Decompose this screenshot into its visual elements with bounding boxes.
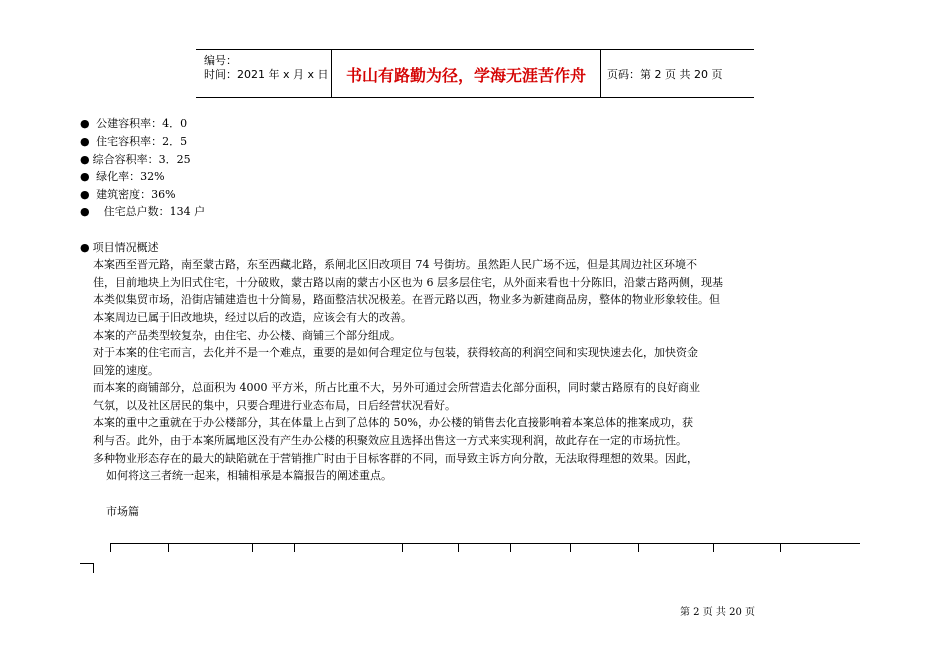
indicator-item: ● 住宅总户数：134 户 [80, 205, 206, 218]
overview-line: 如何将这三者统一起来，相辅相承是本篇报告的阐述重点。 [106, 469, 392, 482]
overview-line: 本类似集贸市场，沿街店铺建造也十分简易，路面整洁状况极差。在晋元路以西，物业多为新建商品房，整体的物业形象较佳。但 [93, 293, 720, 306]
overview-line: 气氛，以及社区居民的集中，只要合理进行业态布局，日后经营状况看好。 [93, 399, 456, 412]
column-tick [780, 544, 781, 552]
indicator-item: ● 住宅容积率：2．5 [80, 135, 188, 148]
column-tick [638, 544, 639, 552]
column-tick [402, 544, 403, 552]
column-tick [458, 544, 459, 552]
header-motto: 书山有路勤为径，学海无涯苦作舟 [345, 66, 586, 85]
column-tick [510, 544, 511, 552]
column-tick [168, 544, 169, 552]
overview-title: ● 项目情况概述 [80, 241, 159, 254]
overview-line: 而本案的商铺部分，总面积为 4000 平方米，所占比重不大，另外可通过会所营造去化部分面积，同时蒙古路原有的良好商业 [93, 381, 700, 394]
overview-line: 多种物业形态存在的最大的缺陷就在于营销推广时由于目标客群的不同，而导致主诉方向分散，无法取得理想的效果。因此， [93, 452, 698, 465]
indicator-item: ● 公建容积率：4．0 [80, 117, 188, 130]
indicator-item: ● 综合容积率：3．25 [80, 153, 191, 166]
column-tick [110, 544, 111, 552]
column-tick [252, 544, 253, 552]
column-tick [713, 544, 714, 552]
header-page-label: 页码：第 2 页 共 20 页 [607, 68, 723, 81]
section-title: 市场篇 [106, 505, 139, 518]
overview-line: 本案的重中之重就在于办公楼部分，其在体量上占到了总体的 50%，办公楼的销售去化直接影响着本案总体的推案成功，获 [93, 416, 693, 429]
overview-line: 佳，目前地块上为旧式住宅，十分破败，蒙古路以南的蒙古小区也为 6 层多层住宅，从外面来看也十分陈旧，沿蒙古路两侧，现基 [93, 276, 723, 289]
header-code-label: 编号： [204, 54, 237, 67]
overview-line: 本案西至晋元路，南至蒙古路，东至西藏北路，系闸北区旧改项目 74 号街坊。虽然距人民广场不远，但是其周边社区环境不 [93, 258, 697, 271]
page-footer: 第 2 页 共 20 页 [680, 607, 755, 618]
header-page-cell [601, 50, 754, 97]
overview-line: 利与否。此外，由于本案所属地区没有产生办公楼的积聚效应且选择出售这一方式来实现利润，故此存在一定的市场抗性。 [93, 434, 687, 447]
page-header [196, 49, 754, 98]
header-time-label: 时间：2021 年 x 月 x 日 [204, 68, 329, 81]
column-tick [570, 544, 571, 552]
header-meta-cell [196, 50, 332, 97]
overview-line: 对于本案的住宅而言，去化并不是一个难点，重要的是如何合理定位与包装，获得较高的利润空间和实现快速去化，加快资金 [93, 346, 698, 359]
overview-line: 本案周边已属于旧改地块，经过以后的改造，应该会有大的改善。 [93, 311, 412, 324]
overview-line: 回笼的速度。 [93, 364, 159, 377]
table-top-rule [110, 543, 860, 554]
column-tick [294, 544, 295, 552]
indicator-item: ● 绿化率：32% [80, 170, 165, 183]
indicator-item: ● 建筑密度：36% [80, 188, 176, 201]
corner-mark [80, 563, 94, 573]
overview-line: 本案的产品类型较复杂，由住宅、办公楼、商铺三个部分组成。 [93, 329, 401, 342]
header-motto-cell [332, 50, 601, 97]
